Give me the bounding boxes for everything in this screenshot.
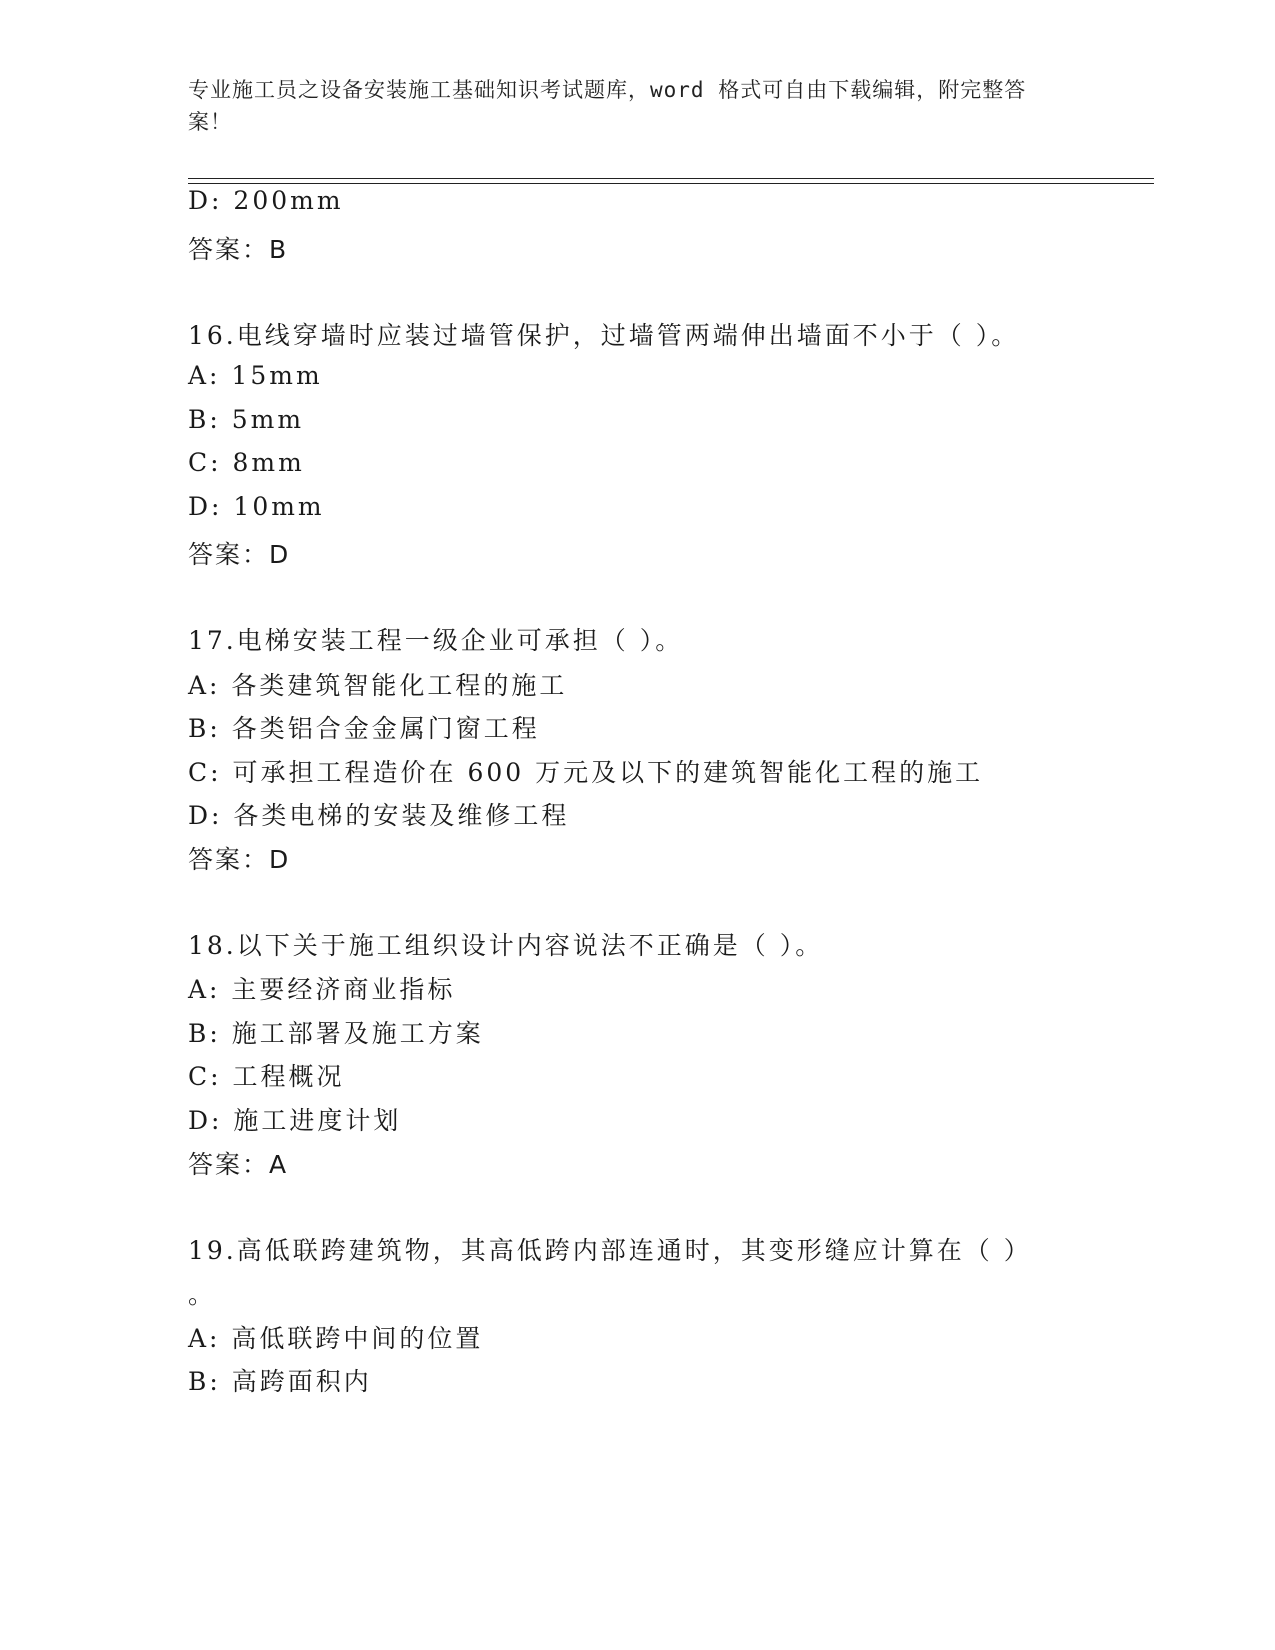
header-rule-top [188, 178, 1154, 179]
question-17-option-a: A: 各类建筑智能化工程的施工 [188, 671, 568, 700]
question-16-option-b: B: 5mm [188, 405, 305, 434]
document-header: 专业施工员之设备安装施工基础知识考试题库，word 格式可自由下载编辑，附完整答案！ [188, 78, 1027, 134]
question-19-option-a: A: 高低联跨中间的位置 [188, 1324, 484, 1353]
question-18-option-a: A: 主要经济商业指标 [188, 975, 456, 1004]
question-19-option-b: B: 高跨面积内 [188, 1367, 372, 1396]
question-16-answer: 答案：D [188, 540, 291, 569]
question-16-stem: 16.电线穿墙时应装过墙管保护，过墙管两端伸出墙面不小于（ ）。 [188, 321, 1020, 350]
header-rule-bottom [188, 183, 1154, 184]
question-17-answer: 答案：D [188, 845, 291, 874]
question-18-option-b: B: 施工部署及施工方案 [188, 1019, 484, 1048]
question-16-option-d: D: 10mm [188, 492, 325, 521]
prev-answer: 答案：B [188, 235, 289, 264]
question-16-option-c: C: 8mm [188, 448, 305, 477]
question-17-option-d: D: 各类电梯的安装及维修工程 [188, 801, 570, 830]
prev-option-d: D: 200mm [188, 186, 344, 215]
question-17-option-b: B: 各类铝合金金属门窗工程 [188, 714, 540, 743]
question-18-stem: 18.以下关于施工组织设计内容说法不正确是（ ）。 [188, 931, 824, 960]
question-17-option-c: C: 可承担工程造价在 600 万元及以下的建筑智能化工程的施工 [188, 758, 984, 787]
question-18-option-d: D: 施工进度计划 [188, 1106, 402, 1135]
question-17-stem: 17.电梯安装工程一级企业可承担（ ）。 [188, 626, 684, 655]
question-16-option-a: A: 15mm [188, 361, 323, 390]
question-18-option-c: C: 工程概况 [188, 1062, 345, 1091]
question-19-stem: 19.高低联跨建筑物，其高低跨内部连通时，其变形缝应计算在（ ） [188, 1236, 1032, 1265]
question-18-answer: 答案：A [188, 1150, 289, 1179]
question-19-stem-continuation: 。 [188, 1280, 217, 1309]
